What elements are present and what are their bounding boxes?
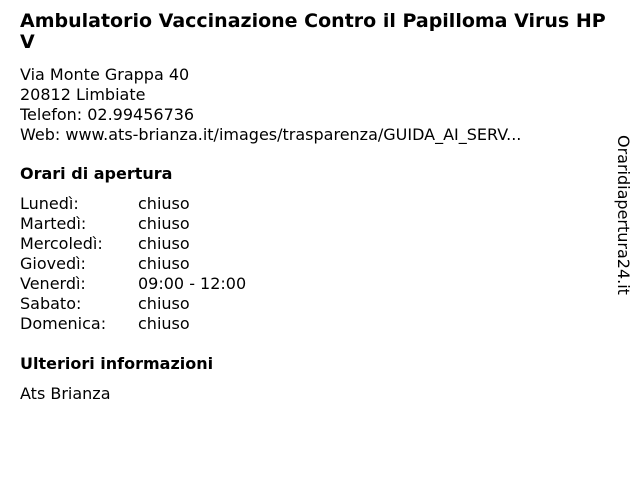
hours-row-sunday	[20, 314, 246, 334]
day-label: Sabato:	[20, 294, 82, 313]
additional-info-text: Ats Brianza	[20, 384, 111, 403]
hours-row-wednesday	[20, 234, 246, 254]
site-watermark: Oraridiapertura24.it	[614, 135, 633, 295]
opening-hours-table	[20, 194, 246, 334]
day-label: Venerdì:	[20, 274, 86, 293]
day-label: Giovedì:	[20, 254, 86, 273]
hours-row-friday	[20, 274, 246, 294]
website-link[interactable]: Web: www.ats-brianza.it/images/trasparenza/GUIDA_AI_SERV...	[20, 125, 522, 144]
day-label: Mercoledì:	[20, 234, 103, 253]
hours-value: chiuso	[138, 294, 190, 313]
phone-number[interactable]: Telefon: 02.99456736	[20, 105, 195, 124]
hours-value: chiuso	[138, 214, 190, 233]
hours-value: chiuso	[138, 314, 190, 333]
address-block	[20, 65, 600, 145]
hours-row-monday	[20, 194, 246, 214]
opening-hours-heading: Orari di apertura	[20, 164, 173, 183]
hours-value: 09:00 - 12:00	[138, 274, 247, 293]
hours-row-saturday	[20, 294, 246, 314]
hours-row-tuesday	[20, 214, 246, 234]
additional-info-heading: Ulteriori informazioni	[20, 354, 214, 373]
hours-value: chiuso	[138, 234, 190, 253]
street-address: Via Monte Grappa 40	[20, 65, 190, 84]
hours-row-thursday	[20, 254, 246, 274]
hours-value: chiuso	[138, 194, 190, 213]
day-label: Lunedì:	[20, 194, 79, 213]
hours-value: chiuso	[138, 254, 190, 273]
day-label: Domenica:	[20, 314, 107, 333]
day-label: Martedì:	[20, 214, 87, 233]
page-title: Ambulatorio Vaccinazione Contro il Papilloma Virus HPV	[20, 10, 606, 53]
city-postcode: 20812 Limbiate	[20, 85, 146, 104]
